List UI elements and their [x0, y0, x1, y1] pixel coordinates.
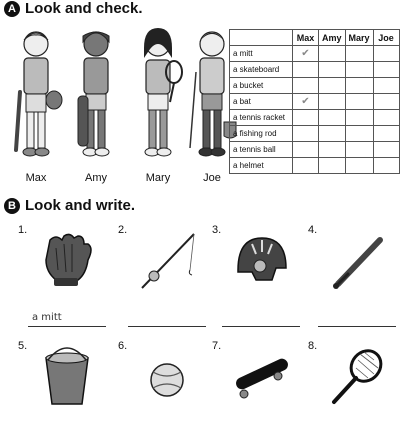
section-b-header [4, 197, 135, 214]
write-item-number: 3. [212, 224, 222, 236]
table-header-max: Max [293, 30, 319, 46]
table-row-item: a bat [230, 94, 293, 110]
table-header-blank [230, 30, 293, 46]
kid-amy-figure-icon [68, 22, 124, 162]
table-row-item: a tennis racket [230, 110, 293, 126]
table-row-item: a skateboard [230, 62, 293, 78]
table-header-mary: Mary [345, 30, 373, 46]
kid-mary [130, 22, 186, 172]
write-item-2 [118, 224, 208, 324]
check-cell[interactable] [319, 78, 346, 94]
check-cell[interactable] [373, 62, 399, 78]
write-item-number: 4. [308, 224, 318, 236]
kids-illustration [8, 22, 238, 190]
kid-mary-figure-icon [130, 22, 186, 162]
table-header-amy: Amy [319, 30, 346, 46]
section-a-badge: A [4, 1, 20, 17]
check-cell[interactable] [319, 62, 346, 78]
write-item-8 [308, 340, 398, 440]
check-cell[interactable] [319, 46, 346, 62]
kid-max [8, 22, 64, 172]
write-item-1 [18, 224, 108, 324]
check-cell[interactable] [373, 46, 399, 62]
write-item-4 [308, 224, 398, 324]
check-cell[interactable] [345, 142, 373, 158]
helmet-icon [230, 230, 292, 292]
table-row-item: a fishing rod [230, 126, 293, 142]
check-cell[interactable] [319, 142, 346, 158]
check-cell[interactable] [373, 78, 399, 94]
table-row-item: a mitt [230, 46, 293, 62]
write-item-number: 5. [18, 340, 28, 352]
check-cell[interactable] [345, 158, 373, 174]
kid-amy [68, 22, 124, 172]
tennis-racket-icon [326, 346, 388, 408]
check-cell[interactable] [293, 78, 319, 94]
answer-field[interactable]: a mitt [28, 312, 106, 327]
table-header-row [230, 30, 400, 46]
answer-field[interactable] [128, 312, 206, 327]
table-row-item: a bucket [230, 78, 293, 94]
check-cell[interactable] [345, 62, 373, 78]
table-row-item: a helmet [230, 158, 293, 174]
section-b-title: Look and write. [25, 197, 136, 214]
table-row [230, 46, 400, 62]
answer-field[interactable] [222, 312, 300, 327]
table-header-joe: Joe [373, 30, 399, 46]
check-cell[interactable] [373, 126, 399, 142]
write-item-number: 2. [118, 224, 128, 236]
bat-icon [326, 230, 388, 292]
section-a-header [4, 0, 143, 17]
write-item-3 [212, 224, 302, 324]
check-cell[interactable] [319, 94, 346, 110]
check-cell[interactable] [373, 110, 399, 126]
section-a-title: Look and check. [25, 0, 143, 17]
check-cell[interactable] [345, 110, 373, 126]
table-row [230, 126, 400, 142]
table-row [230, 142, 400, 158]
write-item-number: 6. [118, 340, 128, 352]
check-cell[interactable] [293, 126, 319, 142]
section-b-badge: B [4, 198, 20, 214]
kid-name-amy: Amy [85, 172, 107, 184]
table-row [230, 94, 400, 110]
check-cell[interactable] [345, 126, 373, 142]
check-cell[interactable]: ✔ [293, 46, 319, 62]
check-cell[interactable] [319, 110, 346, 126]
check-cell[interactable] [373, 158, 399, 174]
check-cell[interactable] [293, 110, 319, 126]
answer-field[interactable] [318, 312, 396, 327]
write-item-number: 7. [212, 340, 222, 352]
check-cell[interactable] [345, 94, 373, 110]
check-cell[interactable] [319, 126, 346, 142]
check-cell[interactable] [373, 142, 399, 158]
kid-name-mary: Mary [145, 172, 171, 184]
check-cell[interactable]: ✔ [293, 94, 319, 110]
check-cell[interactable] [319, 158, 346, 174]
bucket-icon [36, 346, 98, 408]
kid-max-figure-icon [8, 22, 64, 162]
write-item-6 [118, 340, 208, 440]
fishing-rod-icon [136, 230, 198, 292]
check-cell[interactable] [345, 46, 373, 62]
check-cell[interactable] [293, 62, 319, 78]
kid-name-max: Max [25, 172, 47, 184]
check-table [229, 29, 400, 174]
table-row [230, 78, 400, 94]
skateboard-icon [230, 346, 292, 408]
write-item-number: 1. [18, 224, 28, 236]
write-item-7 [212, 340, 302, 440]
write-item-5 [18, 340, 108, 440]
table-row-item: a tennis ball [230, 142, 293, 158]
check-cell[interactable] [373, 94, 399, 110]
mitt-icon [36, 230, 98, 292]
table-row [230, 158, 400, 174]
write-item-number: 8. [308, 340, 318, 352]
table-row [230, 110, 400, 126]
check-cell[interactable] [293, 158, 319, 174]
kid-name-joe: Joe [203, 172, 221, 184]
check-cell[interactable] [345, 78, 373, 94]
tennis-ball-icon [136, 346, 198, 408]
table-row [230, 62, 400, 78]
check-cell[interactable] [293, 142, 319, 158]
